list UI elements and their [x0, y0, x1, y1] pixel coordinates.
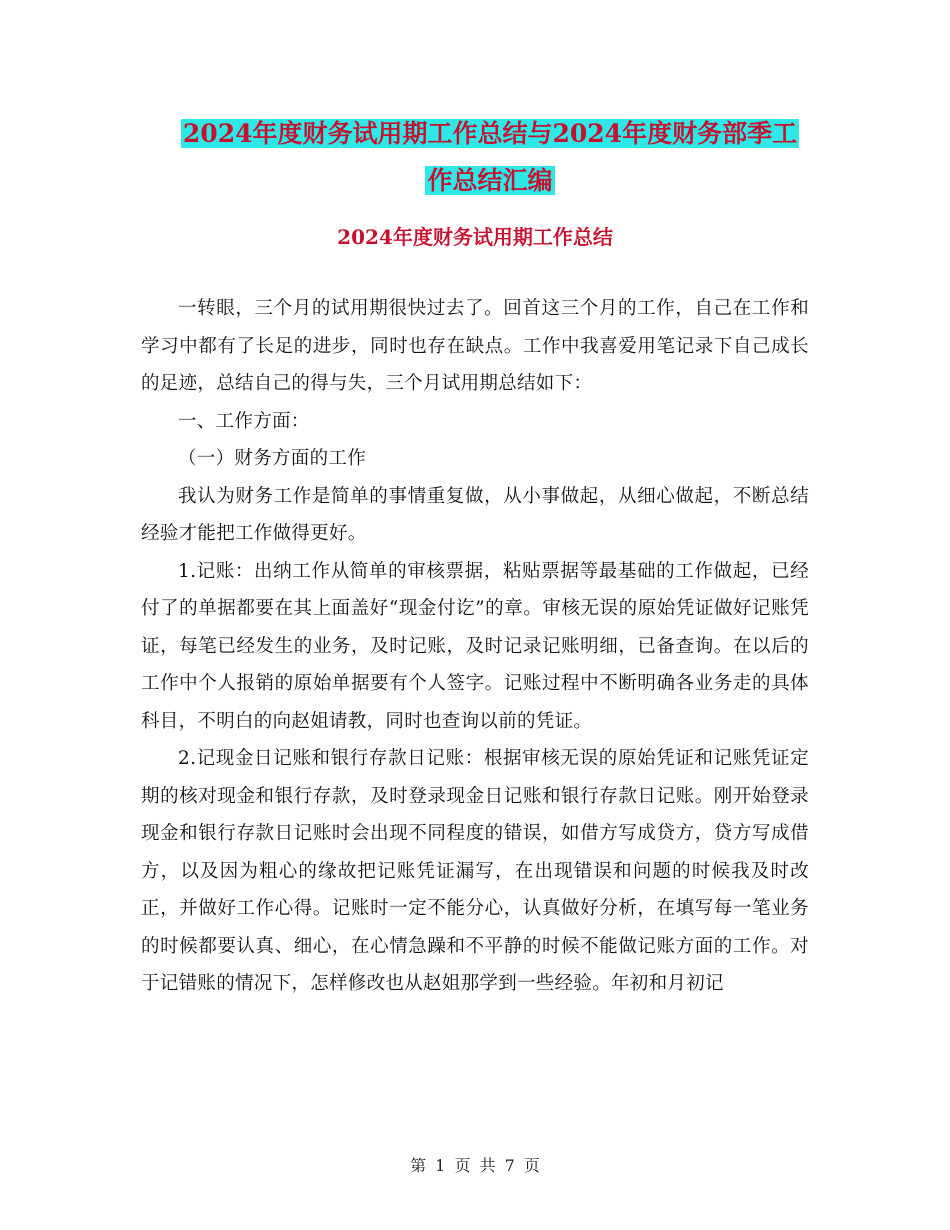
paragraph-cash-journal: 2.记现金日记账和银行存款日记账：根据审核无误的原始凭证和记账凭证定期的核对现金和银行存款，及时登录现金日记账和银行存款日记账。刚开始登录现金和银行存款日记账时会出现不同程度的错误，如借方写成贷方，贷方写成借方，以及因为粗心的缘故把记账凭证漏写，在出现错误和问题的时候我及时改正，并做好工作心得。记账时一定不能分心，认真做好分析，在填写每一笔业务的时候都要认真、细心，在心情急躁和不平静的时候不能做记账方面的工作。对于记错账的情况下，怎样修改也从赵姐那学到一些经验。年初和月初记	[141, 748, 809, 994]
section-title: 2024年度财务试用期工作总结	[337, 225, 613, 249]
document-title-line-2: 作总结汇编	[427, 166, 553, 195]
document-body	[141, 290, 809, 1003]
paragraph-subheading-finance: （一）财务方面的工作	[178, 448, 367, 469]
paragraph-heading-work: 一、工作方面：	[178, 410, 310, 432]
paragraph-bookkeeping: 1.记账：出纳工作从简单的审核票据，粘贴票据等最基础的工作做起，已经付了的单据都要在其上面盖好“现金付讫”的章。审核无误的原始凭证做好记账凭证，每笔已经发生的业务，及时记账，及时记录记账明细，已备查询。在以后的工作中个人报销的原始单据要有个人签字。记账过程中不断明确各业务走的具体科目，不明白的向赵姐请教，同时也查询以前的凭证。	[141, 560, 809, 732]
page-footer: 第 1 页 共 7 页	[410, 1156, 540, 1175]
document-title	[140, 110, 840, 204]
paragraph-finance-intro: 我认为财务工作是简单的事情重复做，从小事做起，从细心做起，不断总结经验才能把工作做得更好。	[141, 485, 809, 544]
document-title-line-1: 2024年度财务试用期工作总结与2024年度财务部季工	[182, 119, 798, 148]
paragraph-intro: 一转眼，三个月的试用期很快过去了。回首这三个月的工作，自己在工作和学习中都有了长足的进步，同时也存在缺点。工作中我喜爱用笔记录下自己成长的足迹，总结自己的得与失，三个月试用期总结如下：	[141, 298, 809, 394]
